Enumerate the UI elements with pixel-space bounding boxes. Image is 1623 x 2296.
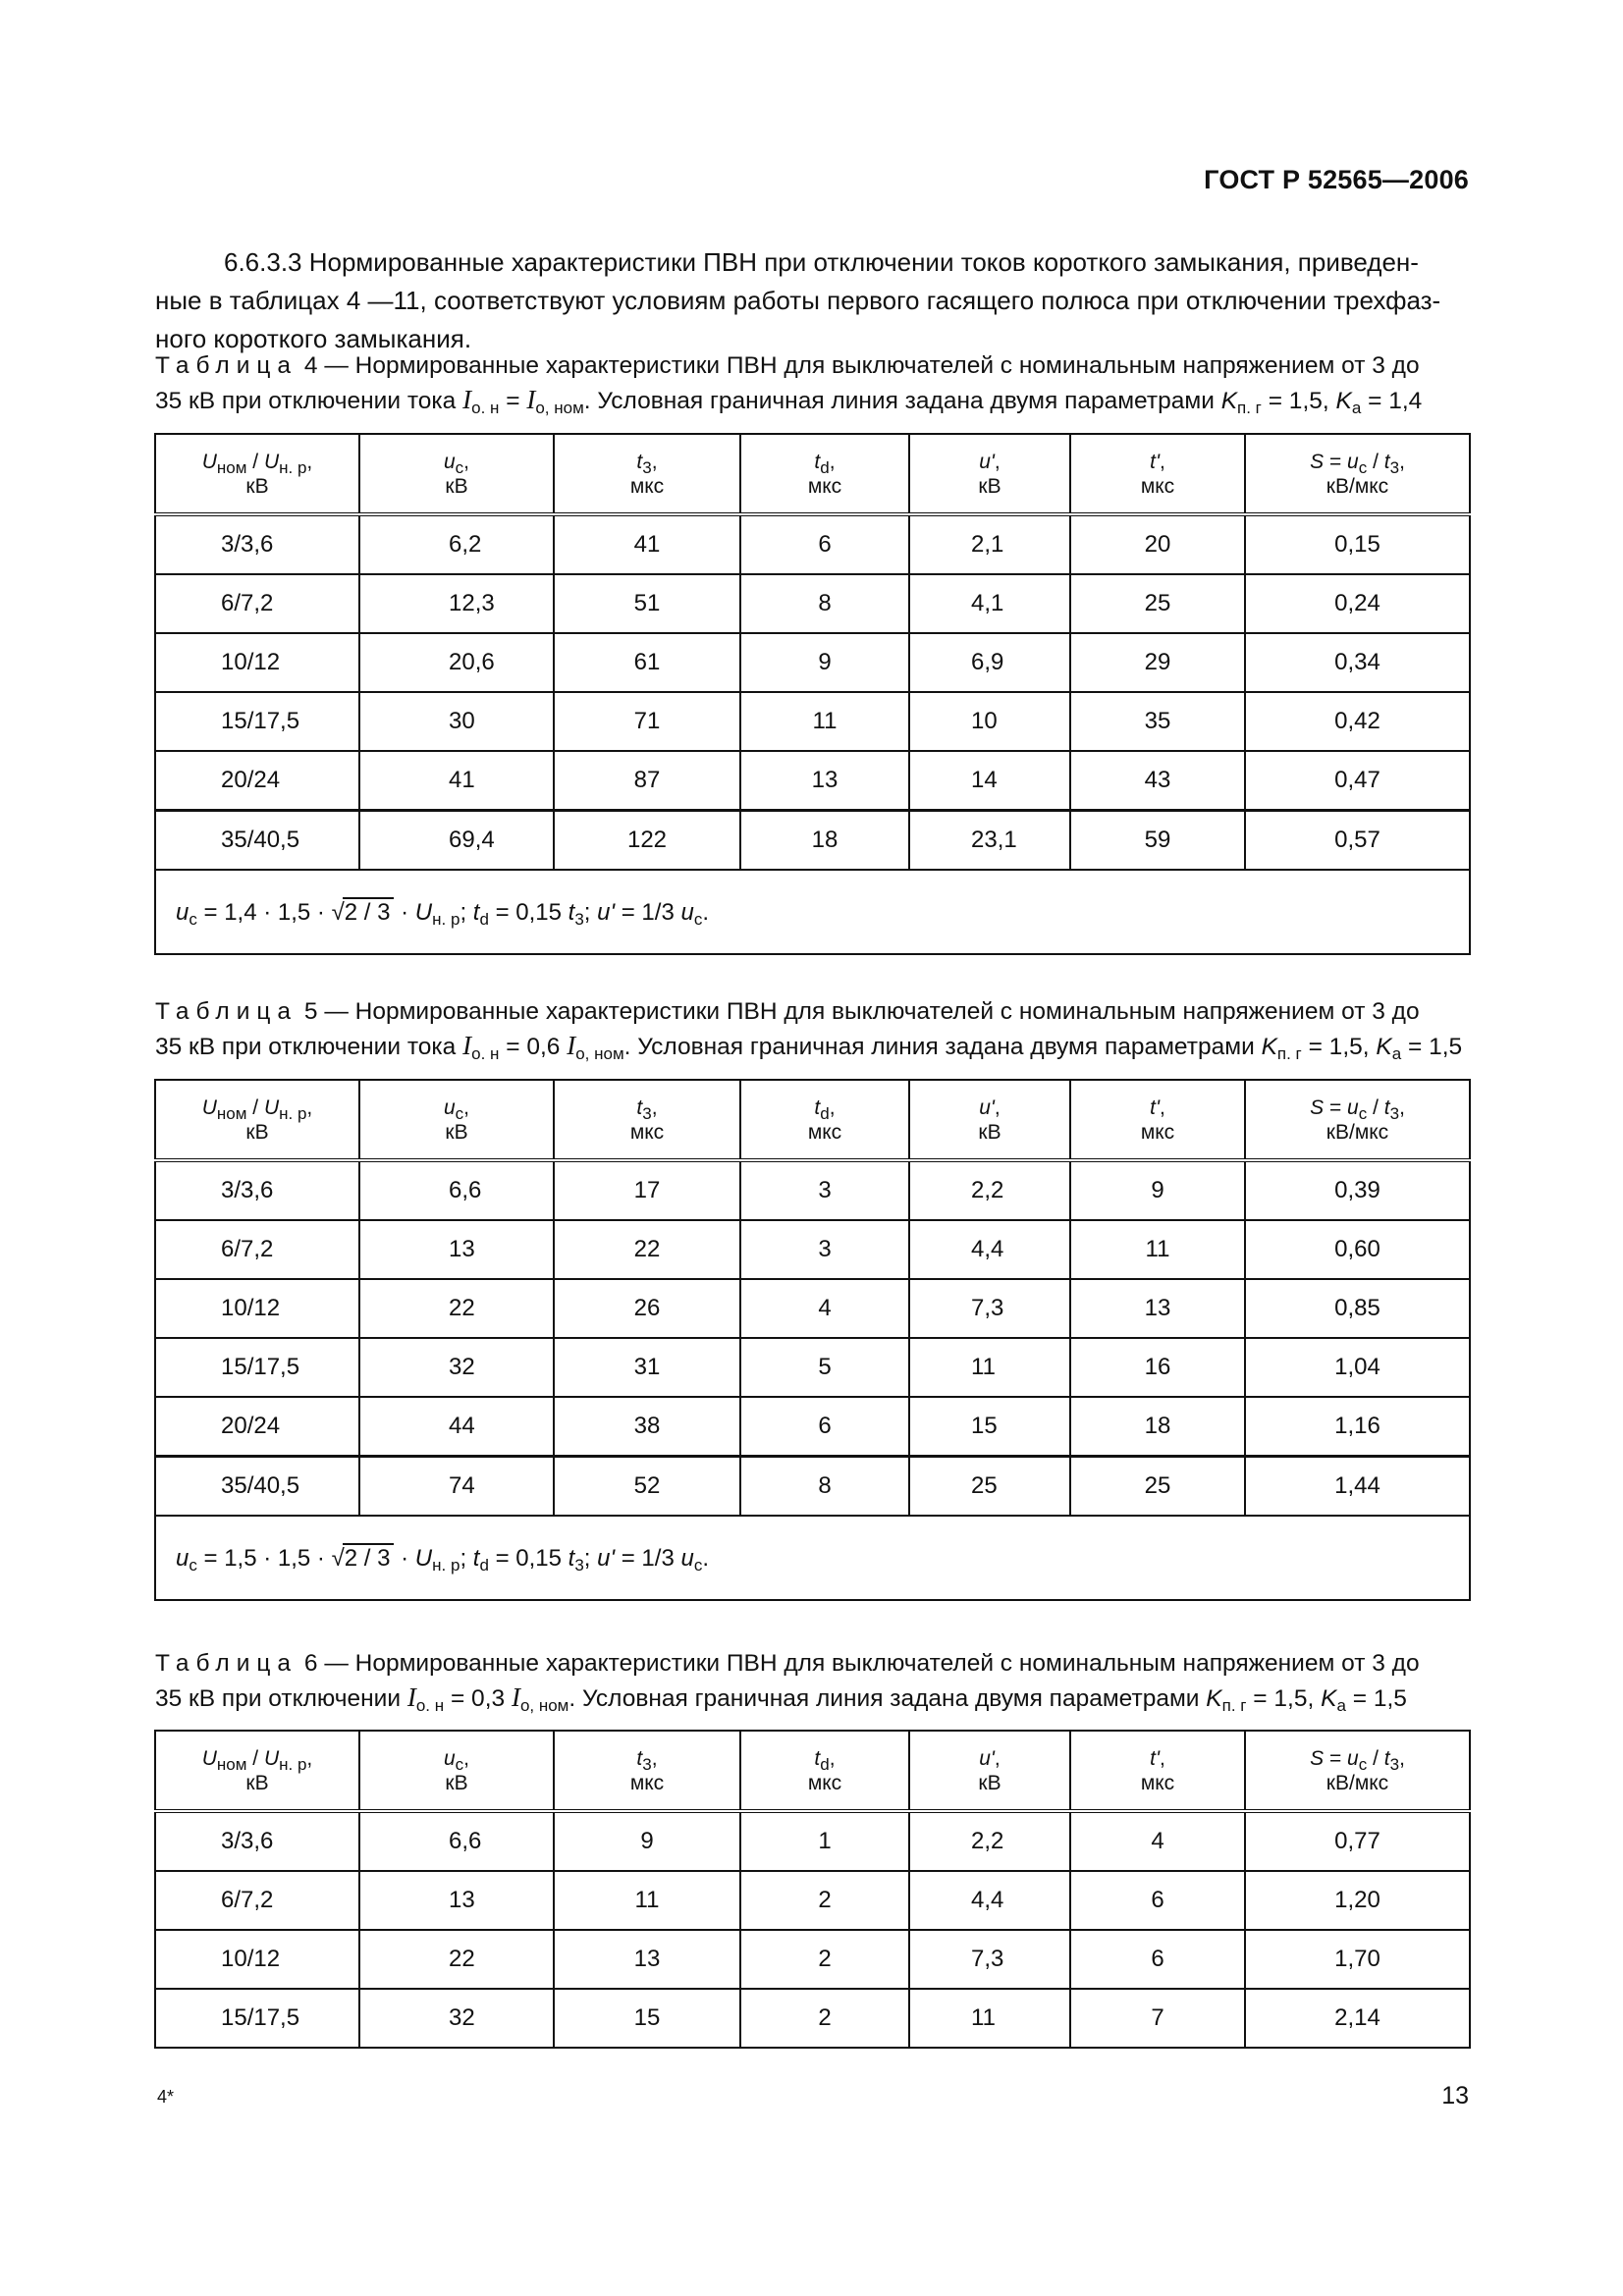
table-cell: 1,44 (1245, 1457, 1470, 1517)
table-cell: 16 (1070, 1338, 1245, 1397)
table-cell: 7,3 (909, 1279, 1070, 1338)
table-cell: 0,57 (1245, 811, 1470, 871)
header-row (155, 1080, 1470, 1160)
table-cell: 3/3,6 (155, 1811, 359, 1871)
table-cell: 13 (740, 751, 909, 811)
note-row (155, 1516, 1470, 1600)
formula-note: $u_с = 1,4 \cdot 1,5 \cdot √2 / 3 \cdot U_{н. р}$; $t_d = 0,15$ $t_3$; u' = 1/3 $u_с$. (155, 870, 1470, 954)
table-cell: 4,1 (909, 574, 1070, 633)
column-unit: кВ (445, 1120, 468, 1144)
table-cell: 15 (554, 1989, 740, 2048)
table-cell: 7,3 (909, 1930, 1070, 1989)
table-cell: 59 (1070, 811, 1245, 871)
table-row (155, 1989, 1470, 2048)
column-header: $t_d$, мкс (740, 1731, 909, 1811)
table-cell: 4,4 (909, 1220, 1070, 1279)
column-header: $t_3$, мкс (554, 1080, 740, 1160)
sqrt-symbol: √ (331, 899, 345, 926)
caption-number: 6 (303, 1650, 318, 1677)
table-cell: 6/7,2 (155, 574, 359, 633)
table-cell: 35/40,5 (155, 811, 359, 871)
table-cell: 9 (1070, 1160, 1245, 1220)
column-header: $U_{ном} / U_{н. р}$, кВ (155, 1731, 359, 1811)
table-cell: 1,04 (1245, 1338, 1470, 1397)
table-cell: 13 (359, 1871, 554, 1930)
column-unit: мкс (1140, 1120, 1175, 1144)
table-cell: 74 (359, 1457, 554, 1517)
caption-word: Таблица (155, 1650, 298, 1677)
paragraph-line: ные в таблицах 4 —11, соответствуют условиям работы первого гасящего полюса при отключении трехфаз- (155, 286, 1441, 315)
column-header: u', кВ (909, 1080, 1070, 1160)
table-cell: 3/3,6 (155, 1160, 359, 1220)
table-cell: 0,60 (1245, 1220, 1470, 1279)
column-unit: мкс (629, 1120, 665, 1144)
table-cell: 10/12 (155, 1930, 359, 1989)
column-unit: кВ (978, 474, 1001, 498)
table-cell: 15/17,5 (155, 1989, 359, 2048)
table-cell: 18 (740, 811, 909, 871)
printer-signature: 4* (157, 2087, 175, 2107)
paragraph-line: 6.6.3.3 Нормированные характеристики ПВН при отключении токов короткого замыкания, приведен- (224, 247, 1419, 277)
table-cell: 12,3 (359, 574, 554, 633)
table-cell: 0,47 (1245, 751, 1470, 811)
table-cell: 1 (740, 1811, 909, 1871)
table-cell: 13 (359, 1220, 554, 1279)
column-unit: кВ (978, 1120, 1001, 1144)
table-cell: 10 (909, 692, 1070, 751)
table-cell: 25 (909, 1457, 1070, 1517)
table-cell: 69,4 (359, 811, 554, 871)
table-cell: 2,1 (909, 514, 1070, 574)
column-header: $S = u_с / t_3$, кВ/мкс (1245, 1080, 1470, 1160)
column-header: u', кВ (909, 434, 1070, 514)
table-cell: 6,9 (909, 633, 1070, 692)
formula-note: $u_с = 1,5 \cdot 1,5 \cdot √2 / 3 \cdot U_{н. р}$; $t_d = 0,15$ $t_3$; u' = 1/3 $u_с$. (155, 1516, 1470, 1600)
header-row (155, 434, 1470, 514)
table-row (155, 1811, 1470, 1871)
table-cell: 11 (1070, 1220, 1245, 1279)
table-cell: 1,70 (1245, 1930, 1470, 1989)
table-cell: 6,2 (359, 514, 554, 574)
table-cell: 44 (359, 1397, 554, 1457)
table-caption: Таблица 4 — Нормированные характеристики ПВН для выключателей с номинальным напряжением от 3 до 35 кВ при отключении тока $I_{о. н} = I_{о, ном}$. Условная граничная линия задана двумя параметрами $K_{п. г} = 1,5$, $K_а = 1,4$ (155, 352, 1423, 417)
table-cell: 3 (740, 1160, 909, 1220)
column-unit: кВ (245, 474, 269, 498)
table-row (155, 1160, 1470, 1220)
column-header: $u_с$, кВ (359, 434, 554, 514)
table-cell: 52 (554, 1457, 740, 1517)
table-cell: 3 (740, 1220, 909, 1279)
table-cell: 51 (554, 574, 740, 633)
table-cell: 38 (554, 1397, 740, 1457)
column-unit: мкс (807, 474, 842, 498)
table-cell: 31 (554, 1338, 740, 1397)
caption-number: 4 (303, 352, 318, 379)
table-cell: 14 (909, 751, 1070, 811)
document-header: ГОСТ Р 52565—2006 (1204, 165, 1469, 194)
column-header: $S = u_с / t_3$, кВ/мкс (1245, 1731, 1470, 1811)
table-cell: 9 (740, 633, 909, 692)
table-cell: 25 (1070, 1457, 1245, 1517)
table-cell: 15 (909, 1397, 1070, 1457)
table-cell: 11 (909, 1989, 1070, 2048)
table-row (155, 633, 1470, 692)
column-header: $t_3$, мкс (554, 434, 740, 514)
table-cell: 10/12 (155, 633, 359, 692)
table-cell: 22 (359, 1930, 554, 1989)
table-row (155, 692, 1470, 751)
table-cell: 13 (1070, 1279, 1245, 1338)
table-cell: 20/24 (155, 1397, 359, 1457)
table-cell: 11 (909, 1338, 1070, 1397)
sqrt-symbol: √ (331, 1545, 345, 1572)
column-header: $U_{ном} / U_{н. р}$, кВ (155, 434, 359, 514)
data-table (154, 433, 1471, 955)
table-cell: 18 (1070, 1397, 1245, 1457)
table-cell: 6 (740, 1397, 909, 1457)
note-row (155, 870, 1470, 954)
table-cell: 6 (1070, 1930, 1245, 1989)
table-cell: 71 (554, 692, 740, 751)
table-cell: 2,14 (1245, 1989, 1470, 2048)
table-cell: 20,6 (359, 633, 554, 692)
table-cell: 35 (1070, 692, 1245, 751)
column-header: t', мкс (1070, 1731, 1245, 1811)
column-unit: кВ/мкс (1325, 474, 1389, 498)
table-cell: 25 (1070, 574, 1245, 633)
table-cell: 15/17,5 (155, 1338, 359, 1397)
table-row (155, 1930, 1470, 1989)
table-cell: 22 (554, 1220, 740, 1279)
table-cell: 0,39 (1245, 1160, 1470, 1220)
table-cell: 11 (554, 1871, 740, 1930)
table-row (155, 1457, 1470, 1517)
table-cell: 26 (554, 1279, 740, 1338)
table-cell: 4 (740, 1279, 909, 1338)
table-row (155, 1397, 1470, 1457)
table-row (155, 1338, 1470, 1397)
table-caption: Таблица 6 — Нормированные характеристики ПВН для выключателей с номинальным напряжением от 3 до 35 кВ при отключении $I_{о. н} = 0,3$ $I_{о, ном}$. Условная граничная линия задана двумя параметрами $K_{п. г} = 1,5$, $K_а = 1,5$ (155, 1650, 1420, 1715)
column-unit: кВ/мкс (1325, 1120, 1389, 1144)
column-unit: кВ (445, 474, 468, 498)
table-cell: 20 (1070, 514, 1245, 574)
table-cell: 1,16 (1245, 1397, 1470, 1457)
table-cell: 0,42 (1245, 692, 1470, 751)
column-unit: кВ/мкс (1325, 1771, 1389, 1794)
table-cell: 3/3,6 (155, 514, 359, 574)
table-cell: 2 (740, 1871, 909, 1930)
table-row (155, 1220, 1470, 1279)
column-unit: мкс (807, 1771, 842, 1794)
table-cell: 4 (1070, 1811, 1245, 1871)
page-number: 13 (1441, 2082, 1469, 2109)
table-cell: 41 (554, 514, 740, 574)
column-unit: кВ (978, 1771, 1001, 1794)
table-cell: 35/40,5 (155, 1457, 359, 1517)
table-cell: 6 (1070, 1871, 1245, 1930)
table-cell: 0,15 (1245, 514, 1470, 574)
caption-number: 5 (303, 998, 318, 1025)
table-cell: 4,4 (909, 1871, 1070, 1930)
column-header: $t_d$, мкс (740, 434, 909, 514)
table-cell: 0,77 (1245, 1811, 1470, 1871)
table-row (155, 574, 1470, 633)
table-cell: 29 (1070, 633, 1245, 692)
column-unit: мкс (1140, 474, 1175, 498)
column-unit: кВ (445, 1771, 468, 1794)
table-cell: 43 (1070, 751, 1245, 811)
table-caption: Таблица 5 — Нормированные характеристики ПВН для выключателей с номинальным напряжением от 3 до 35 кВ при отключении тока $I_{о. н} = 0,6$ $I_{о, ном}$. Условная граничная линия задана двумя параметрами $K_{п. г} = 1,5$, $K_а = 1,5$ (155, 998, 1463, 1063)
table-cell: 2,2 (909, 1160, 1070, 1220)
table-cell: 0,24 (1245, 574, 1470, 633)
table-cell: 30 (359, 692, 554, 751)
table-row (155, 1279, 1470, 1338)
table-cell: 15/17,5 (155, 692, 359, 751)
table-cell: 23,1 (909, 811, 1070, 871)
table-cell: 5 (740, 1338, 909, 1397)
table-cell: 61 (554, 633, 740, 692)
table-cell: 122 (554, 811, 740, 871)
table-cell: 7 (1070, 1989, 1245, 2048)
table-cell: 32 (359, 1989, 554, 2048)
table-cell: 8 (740, 574, 909, 633)
column-header: $S = u_с / t_3$, кВ/мкс (1245, 434, 1470, 514)
column-header: $t_d$, мкс (740, 1080, 909, 1160)
column-unit: мкс (629, 474, 665, 498)
table-cell: 0,85 (1245, 1279, 1470, 1338)
table-row (155, 1871, 1470, 1930)
table-cell: 2,2 (909, 1811, 1070, 1871)
clause-paragraph (155, 243, 1469, 358)
column-unit: мкс (629, 1771, 665, 1794)
table-cell: 0,34 (1245, 633, 1470, 692)
column-unit: мкс (807, 1120, 842, 1144)
column-header: $u_с$, кВ (359, 1731, 554, 1811)
column-header: t', мкс (1070, 1080, 1245, 1160)
table-cell: 9 (554, 1811, 740, 1871)
paragraph-line: ного короткого замыкания. (155, 324, 472, 353)
table-cell: 6,6 (359, 1160, 554, 1220)
header-row (155, 1731, 1470, 1811)
table-row (155, 514, 1470, 574)
table-cell: 1,20 (1245, 1871, 1470, 1930)
table-cell: 32 (359, 1338, 554, 1397)
table-cell: 6,6 (359, 1811, 554, 1871)
table-cell: 87 (554, 751, 740, 811)
table-cell: 22 (359, 1279, 554, 1338)
table-cell: 10/12 (155, 1279, 359, 1338)
table-cell: 8 (740, 1457, 909, 1517)
table-row (155, 811, 1470, 871)
caption-word: Таблица (155, 998, 298, 1025)
table-row (155, 751, 1470, 811)
caption-word: Таблица (155, 352, 298, 379)
table-cell: 20/24 (155, 751, 359, 811)
column-unit: кВ (245, 1120, 269, 1144)
table-cell: 6/7,2 (155, 1220, 359, 1279)
column-header: $t_3$, мкс (554, 1731, 740, 1811)
table-cell: 11 (740, 692, 909, 751)
table-cell: 2 (740, 1930, 909, 1989)
table-cell: 6/7,2 (155, 1871, 359, 1930)
table-cell: 6 (740, 514, 909, 574)
column-header: u', кВ (909, 1731, 1070, 1811)
column-unit: мкс (1140, 1771, 1175, 1794)
table-cell: 41 (359, 751, 554, 811)
data-table (154, 1079, 1471, 1601)
column-header: $u_с$, кВ (359, 1080, 554, 1160)
table-cell: 13 (554, 1930, 740, 1989)
data-table (154, 1730, 1471, 2049)
column-header: t', мкс (1070, 434, 1245, 514)
column-unit: кВ (245, 1771, 269, 1794)
table-cell: 2 (740, 1989, 909, 2048)
column-header: $U_{ном} / U_{н. р}$, кВ (155, 1080, 359, 1160)
table-cell: 17 (554, 1160, 740, 1220)
